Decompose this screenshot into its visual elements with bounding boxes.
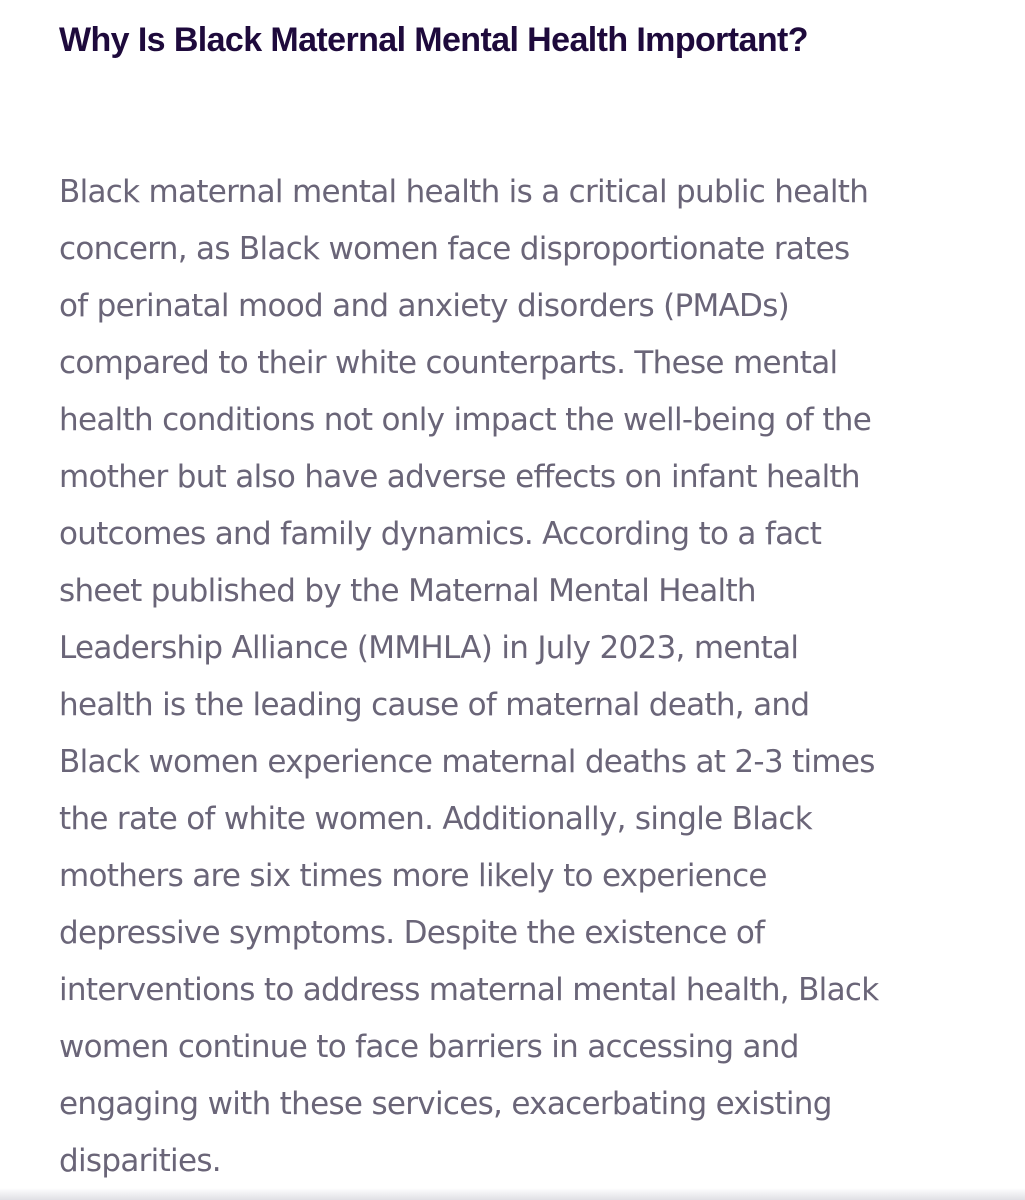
paragraph-line: sheet published by the Maternal Mental Health	[59, 573, 756, 609]
paragraph-line: engaging with these services, exacerbating existing	[59, 1086, 832, 1122]
paragraph-line: Leadership Alliance (MMHLA) in July 2023, mental	[59, 630, 799, 666]
paragraph-line: concern, as Black women face disproportionate rates	[59, 231, 850, 267]
paragraph-line: Black maternal mental health is a critical public health	[59, 174, 869, 210]
paragraph-line: depressive symptoms. Despite the existence of	[59, 915, 765, 951]
paragraph-line: health conditions not only impact the well-being of the	[59, 402, 872, 438]
paragraph-line: mothers are six times more likely to experience	[59, 858, 767, 894]
paragraph-line: outcomes and family dynamics. According to a fact	[59, 516, 822, 552]
paragraph-line: women continue to face barriers in accessing and	[59, 1029, 799, 1065]
paragraph-line: the rate of white women. Additionally, single Black	[59, 801, 813, 837]
paragraph-line: interventions to address maternal mental health, Black	[59, 972, 879, 1008]
paragraph-line: of perinatal mood and anxiety disorders (PMADs)	[59, 288, 790, 324]
paragraph-line: health is the leading cause of maternal death, and	[59, 687, 810, 723]
bottom-edge-shadow	[0, 1188, 1025, 1200]
paragraph-line: mother but also have adverse effects on infant health	[59, 459, 860, 495]
paragraph-line: disparities.	[59, 1143, 221, 1179]
paragraph-line: Black women experience maternal deaths at 2-3 times	[59, 744, 875, 780]
paragraph-line: compared to their white counterparts. These mental	[59, 345, 838, 381]
article-heading: Why Is Black Maternal Mental Health Important?	[59, 21, 808, 59]
